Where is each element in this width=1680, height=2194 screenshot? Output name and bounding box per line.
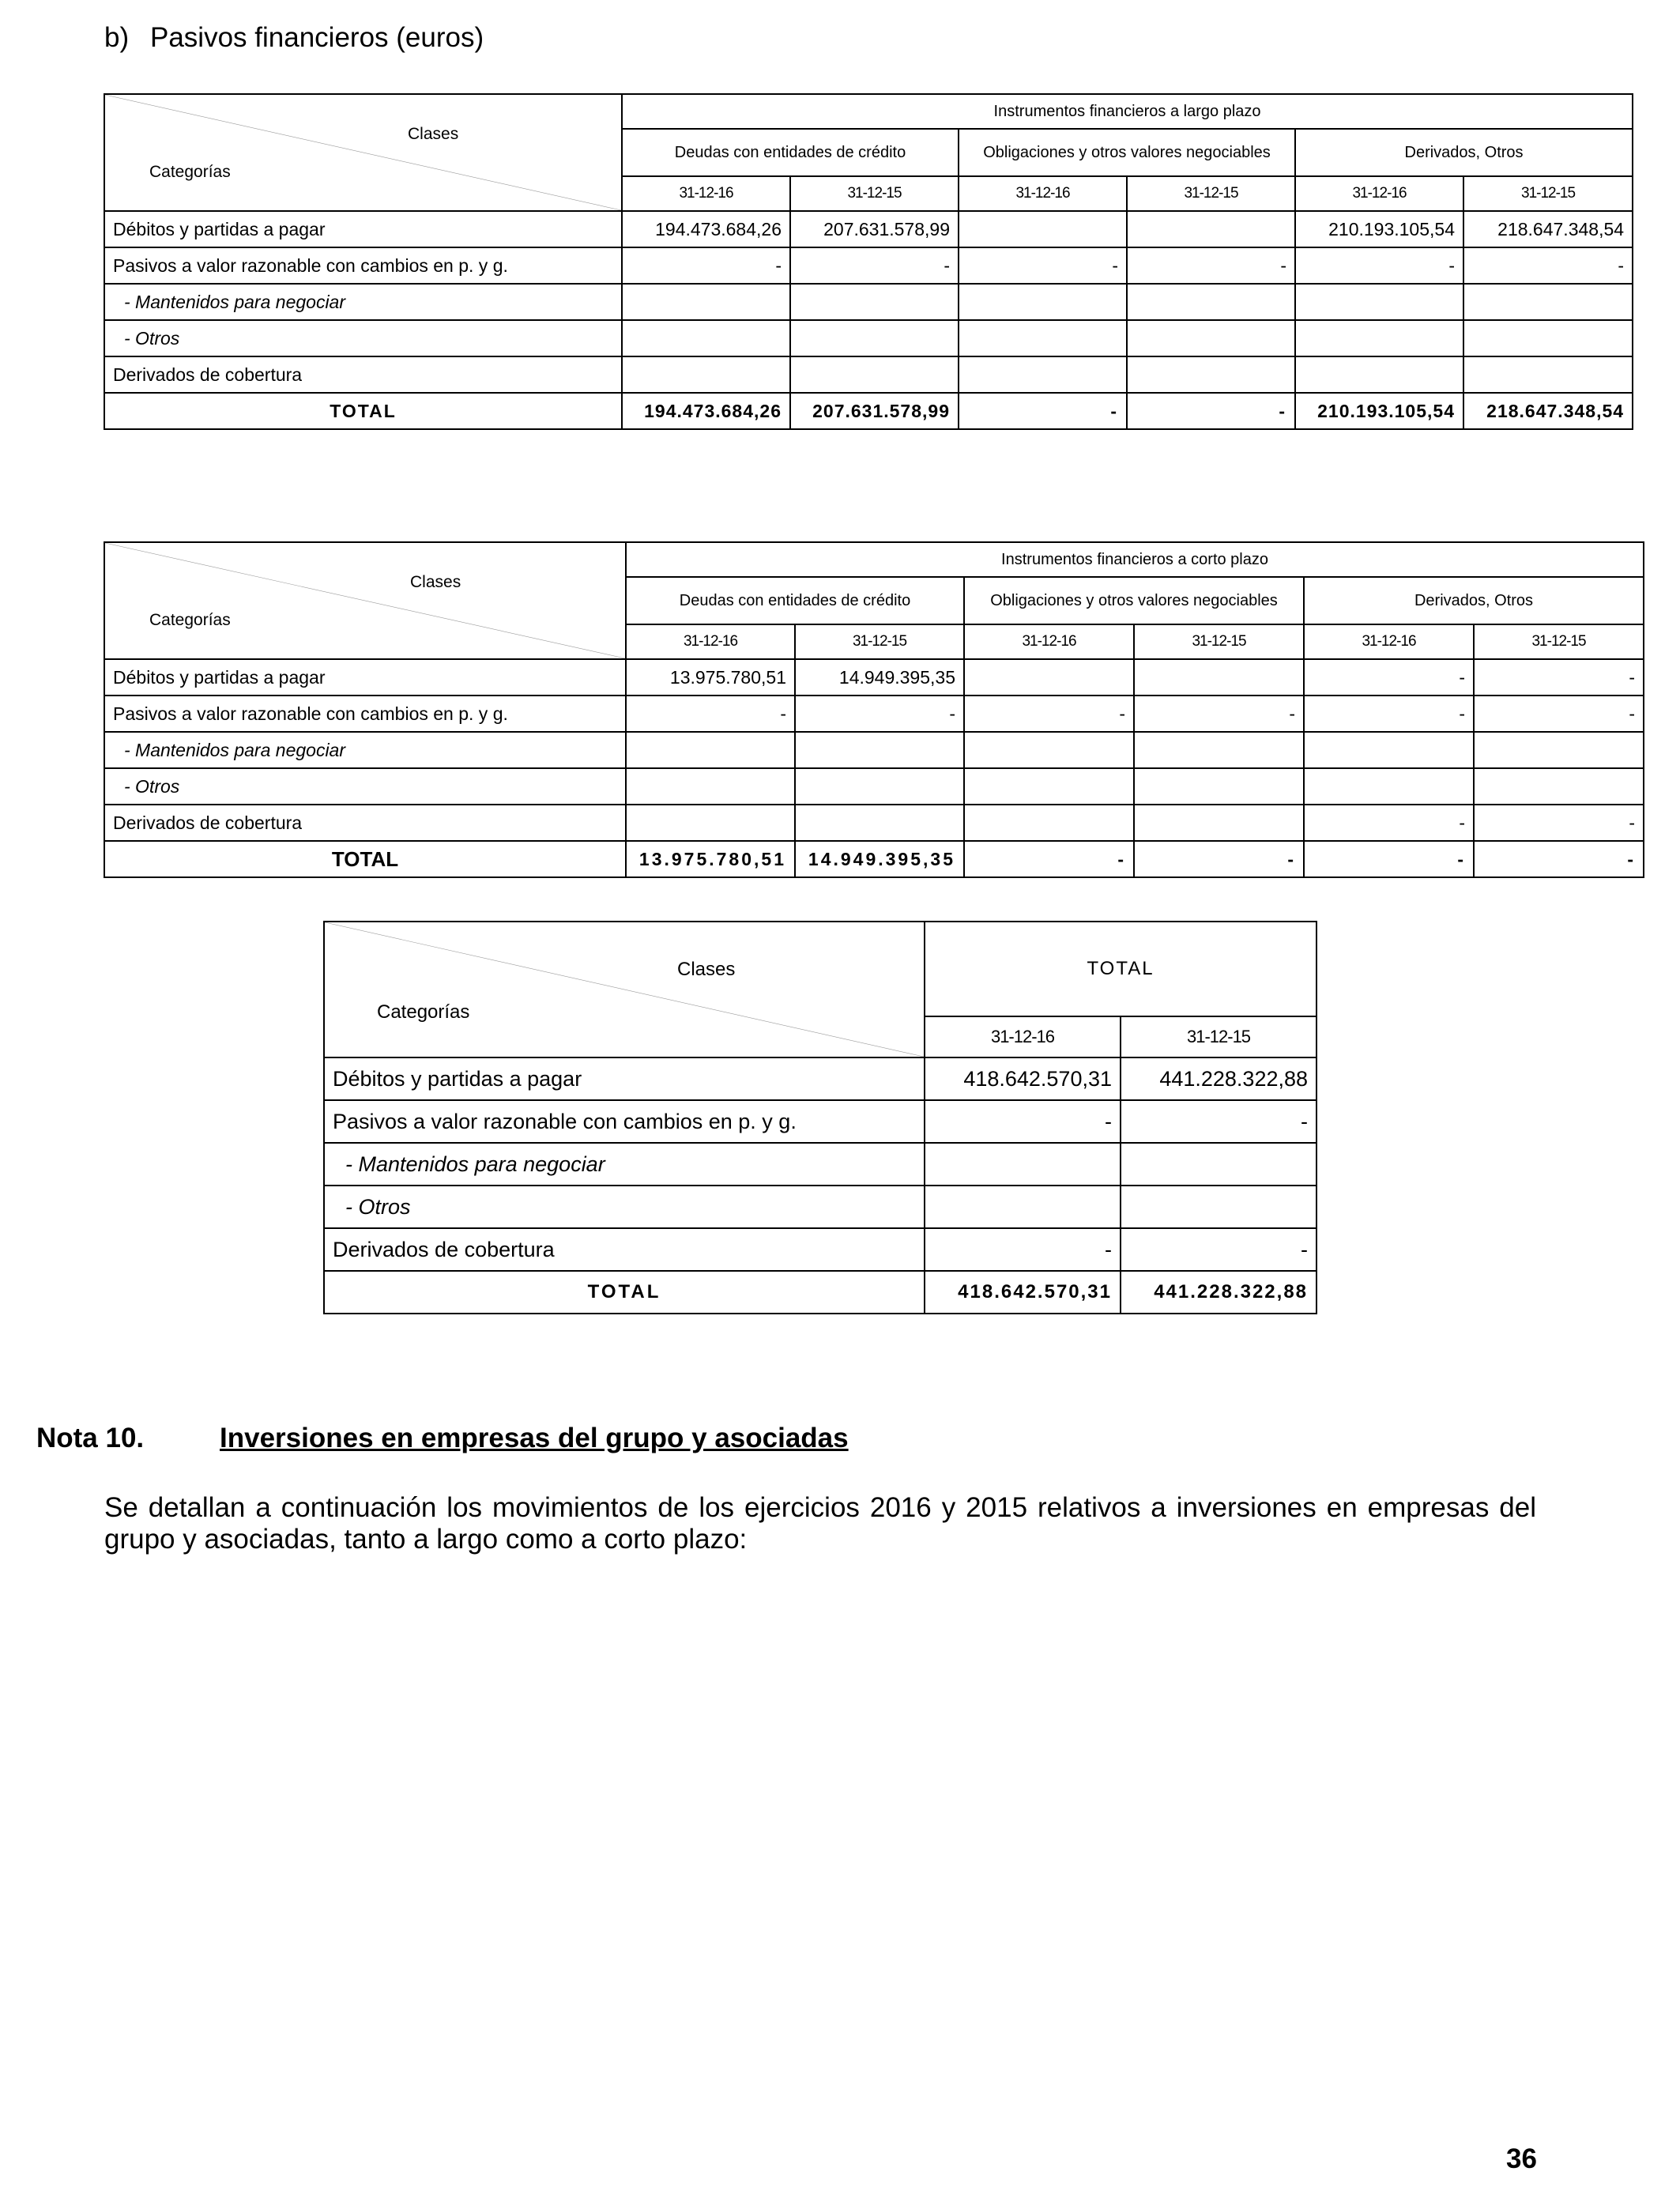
col-group-header: Derivados, Otros <box>1295 129 1633 176</box>
date-header: 31-12-16 <box>959 176 1127 211</box>
total-row <box>104 393 1633 429</box>
cell-value: - <box>1295 247 1463 284</box>
cell-value: - <box>1474 696 1644 732</box>
col-group-header: Deudas con entidades de crédito <box>626 577 964 624</box>
cell-value <box>1127 284 1295 320</box>
cell-value <box>1463 284 1633 320</box>
cell-value <box>622 284 790 320</box>
row-label: - Otros <box>324 1186 925 1228</box>
total-value: - <box>1304 841 1474 877</box>
date-header: 31-12-16 <box>1304 624 1474 659</box>
cell-value: - <box>626 696 795 732</box>
cell-value <box>795 768 964 805</box>
total-value: 14.949.395,35 <box>795 841 964 877</box>
total-label: TOTAL <box>104 393 622 429</box>
cell-value <box>959 356 1127 393</box>
cell-value: - <box>964 696 1134 732</box>
cell-value <box>1127 320 1295 356</box>
total-row <box>104 841 1644 877</box>
row-label: - Otros <box>104 768 626 805</box>
table-row <box>104 659 1644 696</box>
cell-value <box>790 320 959 356</box>
categories-label: Categorías <box>149 163 231 181</box>
cell-value <box>964 768 1134 805</box>
group-header: TOTAL <box>925 922 1317 1016</box>
date-header: 31-12-16 <box>622 176 790 211</box>
classes-label: Clases <box>408 125 459 143</box>
classes-label: Clases <box>410 573 461 591</box>
table-row <box>104 805 1644 841</box>
row-label: - Mantenidos para negociar <box>104 732 626 768</box>
row-label: Derivados de cobertura <box>104 805 626 841</box>
total-value: - <box>1474 841 1644 877</box>
table-row <box>324 1186 1317 1228</box>
date-header: 31-12-16 <box>626 624 795 659</box>
cell-value <box>626 768 795 805</box>
cell-value: - <box>959 247 1127 284</box>
date-header: 31-12-15 <box>790 176 959 211</box>
note-number: Nota 10. <box>36 1423 145 1453</box>
cell-value <box>1121 1186 1317 1228</box>
col-group-header: Obligaciones y otros valores negociables <box>964 577 1304 624</box>
cell-value: - <box>622 247 790 284</box>
total-label: TOTAL <box>104 841 626 877</box>
row-label: Débitos y partidas a pagar <box>104 211 622 247</box>
cell-value: - <box>925 1228 1121 1271</box>
total-value: - <box>959 393 1127 429</box>
total-value: 210.193.105,54 <box>1295 393 1463 429</box>
cell-value: 194.473.684,26 <box>622 211 790 247</box>
total-value: 218.647.348,54 <box>1463 393 1633 429</box>
row-label: Pasivos a valor razonable con cambios en p. y g. <box>324 1100 925 1143</box>
page-number: 36 <box>1506 2143 1537 2174</box>
table-row <box>104 732 1644 768</box>
categories-label: Categorías <box>377 1001 470 1023</box>
cell-value <box>1134 732 1304 768</box>
row-label: Derivados de cobertura <box>104 356 622 393</box>
table-row <box>104 211 1633 247</box>
cell-value <box>1474 768 1644 805</box>
row-label: - Mantenidos para negociar <box>324 1143 925 1186</box>
cell-value: - <box>1134 696 1304 732</box>
cell-value <box>1134 768 1304 805</box>
row-label: Derivados de cobertura <box>324 1228 925 1271</box>
cell-value <box>1304 732 1474 768</box>
note-title: Inversiones en empresas del grupo y asociadas <box>220 1423 849 1453</box>
cell-value: - <box>1121 1228 1317 1271</box>
row-label: Débitos y partidas a pagar <box>104 659 626 696</box>
table-row <box>104 696 1644 732</box>
short-term-liabilities-table <box>104 541 1644 878</box>
cell-value <box>959 320 1127 356</box>
cell-value: - <box>1463 247 1633 284</box>
date-header: 31-12-15 <box>1121 1016 1317 1057</box>
col-group-header: Deudas con entidades de crédito <box>622 129 959 176</box>
table-row <box>104 356 1633 393</box>
cell-value <box>964 805 1134 841</box>
cell-value: - <box>795 696 964 732</box>
cell-value <box>790 356 959 393</box>
group-header: Instrumentos financieros a corto plazo <box>626 542 1644 577</box>
cell-value <box>1463 356 1633 393</box>
cell-value <box>964 659 1134 696</box>
total-value: 418.642.570,31 <box>925 1271 1121 1314</box>
cell-value: 13.975.780,51 <box>626 659 795 696</box>
row-label: Pasivos a valor razonable con cambios en p. y g. <box>104 696 626 732</box>
cell-value <box>1295 284 1463 320</box>
cell-value: - <box>1127 247 1295 284</box>
date-header: 31-12-15 <box>1127 176 1295 211</box>
date-header: 31-12-16 <box>964 624 1134 659</box>
cell-value <box>1463 320 1633 356</box>
total-value: 207.631.578,99 <box>790 393 959 429</box>
table-row <box>104 320 1633 356</box>
cell-value: - <box>1304 805 1474 841</box>
group-header: Instrumentos financieros a largo plazo <box>622 94 1633 129</box>
total-label: TOTAL <box>324 1271 925 1314</box>
table-row <box>324 1228 1317 1271</box>
date-header: 31-12-15 <box>1134 624 1304 659</box>
categories-label: Categorías <box>149 611 231 629</box>
note-paragraph: Se detallan a continuación los movimientos de los ejercicios 2016 y 2015 relativos a inversiones en empresas del grupo y asociadas, tanto a largo como a corto plazo: <box>104 1492 1536 1555</box>
cell-value: - <box>925 1100 1121 1143</box>
date-header: 31-12-16 <box>925 1016 1121 1057</box>
cell-value: 218.647.348,54 <box>1463 211 1633 247</box>
table-row <box>324 1143 1317 1186</box>
table-row <box>104 284 1633 320</box>
cell-value <box>1295 356 1463 393</box>
cell-value <box>622 320 790 356</box>
cell-value <box>1121 1143 1317 1186</box>
cell-value: 210.193.105,54 <box>1295 211 1463 247</box>
cell-value <box>925 1143 1121 1186</box>
cell-value: - <box>1304 659 1474 696</box>
cell-value: - <box>790 247 959 284</box>
long-term-liabilities-table <box>104 93 1633 430</box>
section-heading <box>104 22 484 54</box>
cell-value <box>959 284 1127 320</box>
cell-value <box>1127 211 1295 247</box>
cell-value <box>1474 732 1644 768</box>
cell-value: - <box>1474 659 1644 696</box>
total-liabilities-table <box>323 921 1317 1314</box>
col-group-header: Obligaciones y otros valores negociables <box>959 129 1295 176</box>
table-row <box>324 1057 1317 1100</box>
cell-value: 418.642.570,31 <box>925 1057 1121 1100</box>
row-label: Débitos y partidas a pagar <box>324 1057 925 1100</box>
cell-value <box>959 211 1127 247</box>
row-label: Pasivos a valor razonable con cambios en p. y g. <box>104 247 622 284</box>
corner-header <box>104 542 626 659</box>
cell-value <box>964 732 1134 768</box>
cell-value <box>1134 659 1304 696</box>
cell-value <box>1295 320 1463 356</box>
total-row <box>324 1271 1317 1314</box>
total-value: - <box>964 841 1134 877</box>
cell-value: - <box>1121 1100 1317 1143</box>
cell-value <box>1304 768 1474 805</box>
date-header: 31-12-16 <box>1295 176 1463 211</box>
total-value: 13.975.780,51 <box>626 841 795 877</box>
table-row <box>324 1100 1317 1143</box>
note-heading <box>36 1423 849 1454</box>
total-value: - <box>1127 393 1295 429</box>
cell-value: 207.631.578,99 <box>790 211 959 247</box>
table-row <box>104 768 1644 805</box>
cell-value <box>626 805 795 841</box>
date-header: 31-12-15 <box>795 624 964 659</box>
col-group-header: Derivados, Otros <box>1304 577 1644 624</box>
total-value: 441.228.322,88 <box>1121 1271 1317 1314</box>
cell-value <box>626 732 795 768</box>
cell-value <box>622 356 790 393</box>
total-value: - <box>1134 841 1304 877</box>
cell-value <box>795 732 964 768</box>
table-row <box>104 247 1633 284</box>
section-label: b) <box>104 22 130 53</box>
section-title: Pasivos financieros (euros) <box>150 22 484 53</box>
corner-header <box>104 94 622 211</box>
row-label: - Otros <box>104 320 622 356</box>
cell-value <box>925 1186 1121 1228</box>
date-header: 31-12-15 <box>1463 176 1633 211</box>
cell-value: 441.228.322,88 <box>1121 1057 1317 1100</box>
classes-label: Clases <box>677 959 736 980</box>
cell-value: - <box>1304 696 1474 732</box>
row-label: - Mantenidos para negociar <box>104 284 622 320</box>
date-header: 31-12-15 <box>1474 624 1644 659</box>
cell-value <box>1134 805 1304 841</box>
cell-value <box>795 805 964 841</box>
total-value: 194.473.684,26 <box>622 393 790 429</box>
cell-value: 14.949.395,35 <box>795 659 964 696</box>
cell-value <box>1127 356 1295 393</box>
corner-header <box>324 922 925 1057</box>
cell-value <box>790 284 959 320</box>
cell-value: - <box>1474 805 1644 841</box>
